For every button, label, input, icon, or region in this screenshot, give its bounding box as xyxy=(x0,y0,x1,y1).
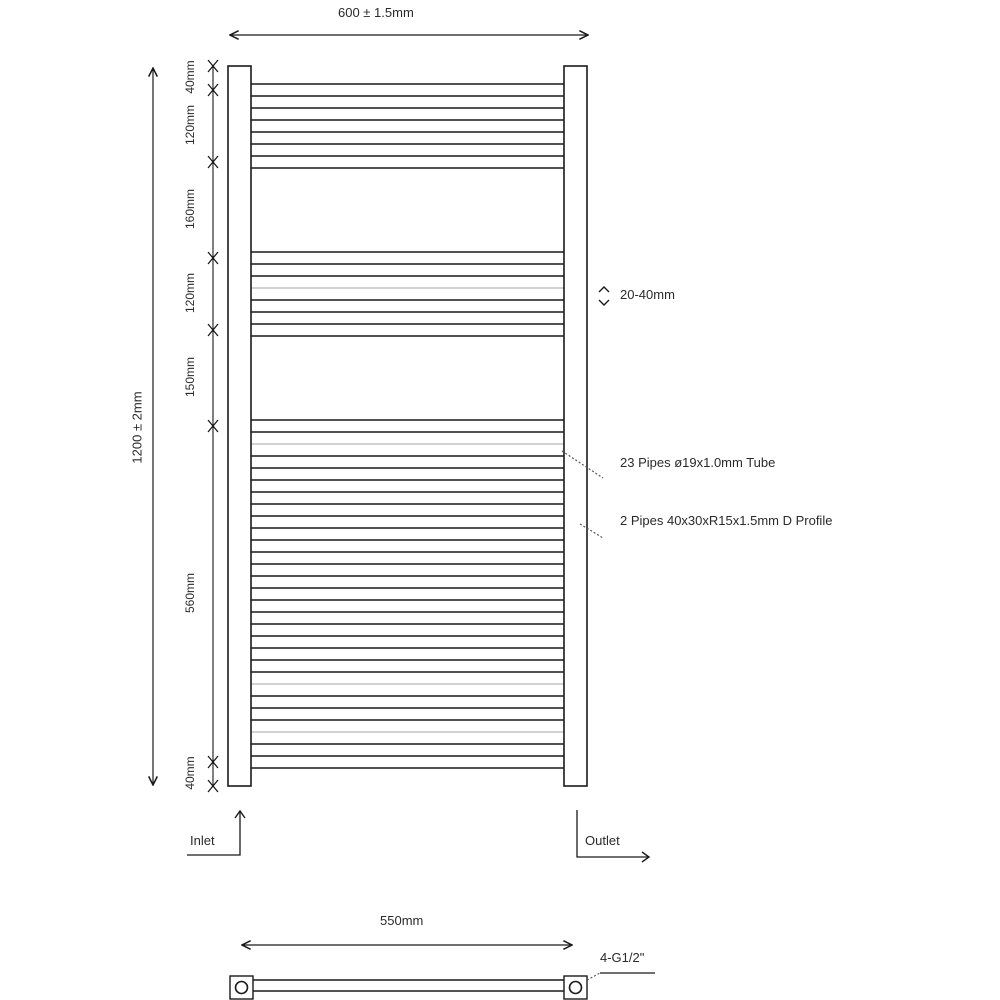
profile-callout-label: 2 Pipes 40x30xR15x1.5mm D Profile xyxy=(620,513,833,528)
tube-callout-label: 23 Pipes ø19x1.0mm Tube xyxy=(620,455,776,470)
top-view xyxy=(230,945,655,999)
outlet-label: Outlet xyxy=(585,833,620,848)
inlet-label: Inlet xyxy=(190,833,215,848)
segment-dimension-chain xyxy=(208,60,218,792)
connection-thread-label: 4-G1/2" xyxy=(600,950,645,965)
wall-gap-indicator-icon xyxy=(599,287,609,305)
segment-dimension-label: 160mm xyxy=(183,189,197,230)
overall-width-label: 600 ± 1.5mm xyxy=(338,5,414,20)
right-connection-block xyxy=(564,976,587,999)
right-column xyxy=(564,66,587,786)
segment-dimension-label: 40mm xyxy=(183,60,197,94)
segment-dimension-label: 40mm xyxy=(183,756,197,790)
overall-height-label: 1200 ± 2mm xyxy=(129,391,145,464)
segment-dimension-label: 560mm xyxy=(183,573,197,614)
vertical-columns xyxy=(228,66,587,786)
segment-dimension-label: 120mm xyxy=(183,273,197,314)
wall-gap-label: 20-40mm xyxy=(620,287,675,302)
left-connection-block xyxy=(230,976,253,999)
segment-dimension-label: 150mm xyxy=(183,357,197,398)
segment-dimension-label: 120mm xyxy=(183,105,197,146)
rail-tubes xyxy=(251,84,564,768)
left-column xyxy=(228,66,251,786)
center-distance-label: 550mm xyxy=(380,913,424,928)
connection-leader xyxy=(587,973,600,980)
